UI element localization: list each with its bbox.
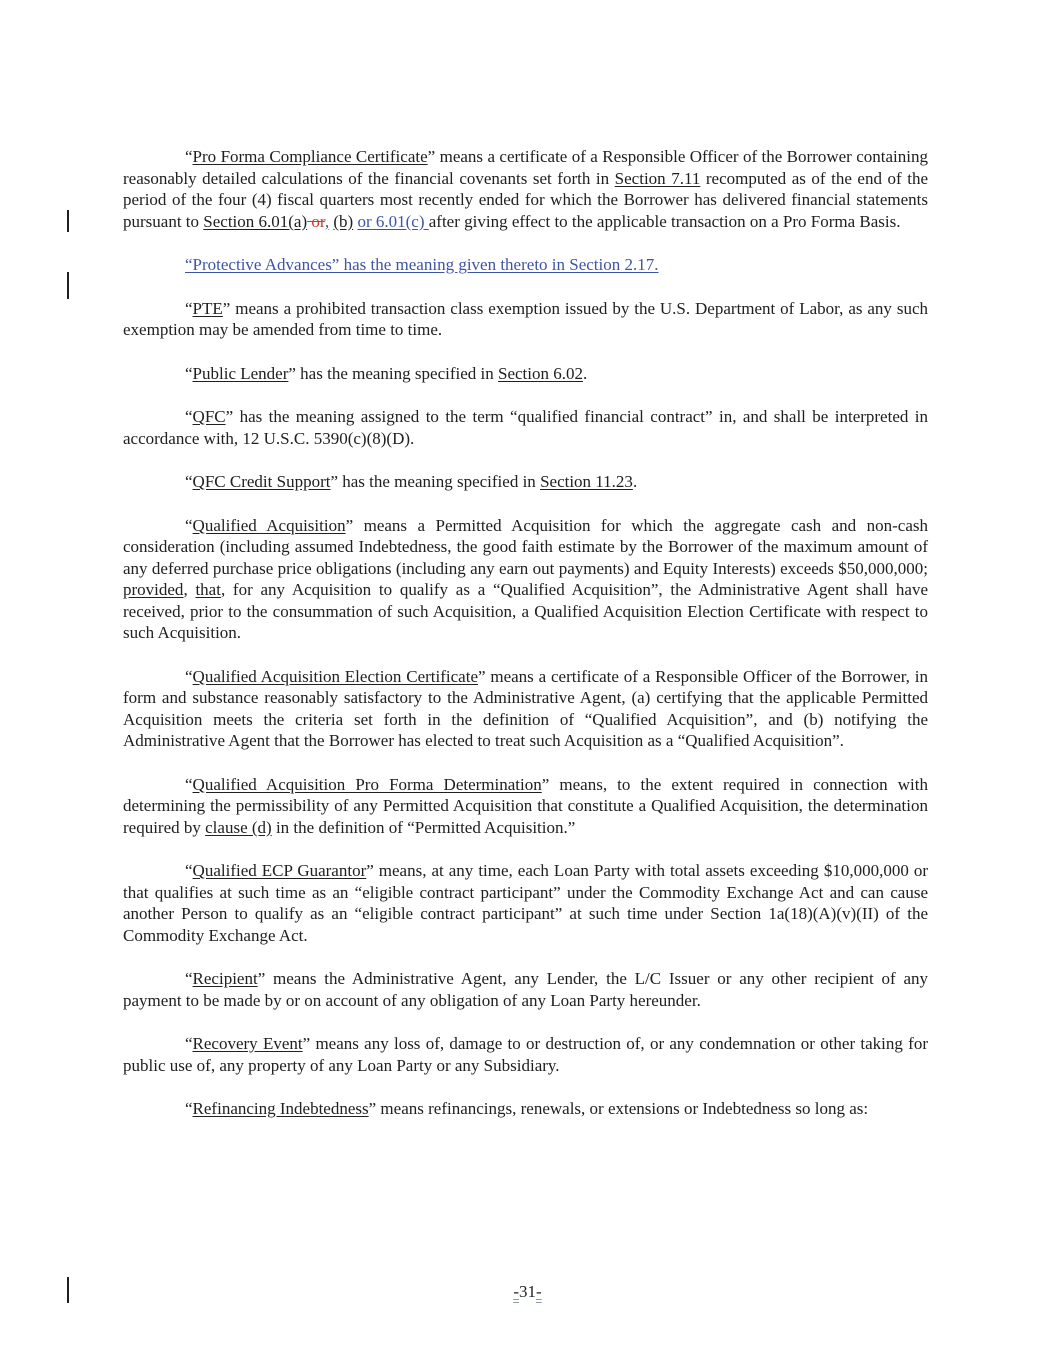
text-segment-u: Recovery Event	[192, 1034, 303, 1053]
text-segment-u: clause (d)	[205, 817, 272, 837]
definition-qualified-acquisition-pro-forma-determination	[123, 774, 928, 839]
text-segment-n: after giving effect to the applicable transaction on a Pro Forma Basis.	[428, 211, 901, 231]
text-segment-n: “	[185, 1099, 193, 1118]
text-segment-u: Qualified ECP Guarantor	[192, 861, 367, 880]
definition-public-lender	[123, 363, 928, 385]
definition-qualified-acquisition	[123, 515, 928, 644]
text-segment-u: provided	[123, 580, 184, 599]
text-segment-n: ” has the meaning assigned to the term “qualified financial contract” in, and shall be interpreted in accordance with, 12 U.S.C. 5390(c)(8)(D).	[123, 407, 928, 448]
change-bar	[67, 210, 69, 232]
text-segment-u: Section 6.01(a)	[203, 211, 308, 231]
change-bar	[67, 272, 69, 299]
text-segment-n: ” means a certificate of a Responsible Officer of the Borrower, in form and substance reasonably satisfactory to the Administrative Agent, (a) certifying that the applicable Permitted Acquisition meets the criteria set forth in the definition of “Qualified Acquisition”, and (b) notifying the Administrative Agent that the Borrower has elected to treat such Acquisition as a “Qualified Acquisition”.	[123, 666, 928, 750]
text-segment-n: in the definition of “Permitted Acquisition.”	[271, 817, 576, 837]
text-segment-n: recomputed as of the end of the period of the four (4) fiscal quarters most recently ended for which the Borrower has delivered financial statements pursuant to	[123, 168, 929, 231]
text-segment-n: “	[185, 298, 193, 318]
text-segment-u: Section 11.23	[540, 472, 633, 491]
text-segment-n: ” means a Permitted Acquisition for which the aggregate cash and non-cash consideration (including assumed Indebtedness, the good faith estimate by the Borrower of the maximum amount of any deferred purchase price obligations (including any earn out payments) and Equity Interests) exceeds $50,000,000;	[123, 515, 928, 578]
text-segment-u: Qualified Acquisition	[192, 515, 346, 535]
definition-qfc-credit-support	[123, 471, 928, 493]
text-segment-n: “	[185, 363, 193, 383]
text-segment-n: “	[185, 774, 193, 794]
text-segment-u: QFC	[192, 407, 226, 426]
text-segment-n: .	[632, 472, 638, 491]
page-number	[0, 1281, 1055, 1303]
text-segment-n: 31	[519, 1282, 536, 1301]
definition-pte	[123, 298, 928, 341]
text-segment-hy: -	[536, 1282, 542, 1301]
text-segment-n: ” has the meaning specified in	[288, 363, 498, 383]
text-segment-n: “	[185, 969, 193, 988]
text-segment-n: “	[185, 147, 193, 166]
text-segment-n: “	[185, 472, 193, 491]
text-segment-n: ” means a prohibited transaction class exemption issued by the U.S. Department of Labor, as any such exemption may be amended from time to time.	[123, 298, 928, 339]
text-segment-n: .	[583, 363, 588, 383]
text-segment-n: “	[185, 861, 193, 880]
text-segment-n: “	[185, 407, 193, 426]
definition-protective-advances	[123, 254, 928, 276]
text-segment-u: PTE	[192, 298, 223, 318]
text-segment-u: Pro Forma Compliance Certificate	[192, 147, 428, 166]
text-segment-u: Qualified Acquisition Pro Forma Determination	[192, 774, 542, 794]
definition-recovery-event	[123, 1033, 928, 1076]
definition-qualified-acquisition-election-certificate	[123, 666, 928, 752]
text-segment-n: , for any Acquisition to qualify as a “Qualified Acquisition”, the Administrative Agent shall have received, prior to the consummation of such Acquisition, a Qualified Acquisition Election Certificate with respect to such Acquisition.	[123, 580, 928, 642]
text-segment-u: Public Lender	[192, 363, 289, 383]
text-segment-ins: “Protective Advances” has the meaning given thereto in Section 2.17.	[185, 255, 659, 274]
definition-recipient	[123, 968, 928, 1011]
definition-qualified-ecp-guarantor	[123, 860, 928, 946]
text-segment-u: Section 7.11	[614, 168, 701, 188]
text-segment-n: “	[185, 1034, 193, 1053]
text-segment-n: ” means the Administrative Agent, any Lender, the L/C Issuer or any other recipient of any payment to be made by or on account of any obligation of any Loan Party hereunder.	[123, 969, 928, 1010]
text-segment-n: ” means any loss of, damage to or destruction of, or any condemnation or other taking for public use of, any property of any Loan Party or any Subsidiary.	[123, 1034, 929, 1075]
text-segment-u: QFC Credit Support	[192, 472, 331, 491]
text-segment-u: Section 6.02	[498, 363, 583, 383]
text-segment-del: or	[307, 211, 325, 231]
text-segment-n: ” means, to the extent required in connection with determining the permissibility of any Permitted Acquisition that constitute a Qualified Acquisition, the determination required by	[123, 774, 929, 837]
text-segment-u: Recipient	[192, 969, 258, 988]
text-segment-n: “	[185, 515, 193, 535]
text-segment-n: ” means, at any time, each Loan Party with total assets exceeding $10,000,000 or that qualifies at such time as an “eligible contract participant” under the Commodity Exchange Act and can cause another Person to qualify as an “eligible contract participant” at such time under Section 1a(18)(A)(v)(II) of the Commodity Exchange Act.	[123, 861, 928, 945]
definition-qfc	[123, 406, 928, 449]
page-content	[123, 146, 928, 1142]
text-segment-ins: or 6.01(c)	[357, 211, 429, 231]
text-segment-n: “	[185, 666, 193, 686]
text-segment-u: that	[195, 580, 221, 599]
text-segment-u: (b)	[333, 211, 354, 231]
text-segment-n: ” means refinancings, renewals, or extensions or Indebtedness so long as:	[368, 1099, 869, 1118]
text-segment-hy: -	[513, 1282, 519, 1301]
text-segment-n: ” means a certificate of a Responsible Officer of the Borrower containing reasonably detailed calculations of the financial covenants set forth in	[123, 147, 928, 188]
definition-refinancing-indebtedness	[123, 1098, 928, 1120]
text-segment-ins: ,	[324, 211, 330, 231]
text-segment-u: Refinancing Indebtedness	[192, 1099, 369, 1118]
text-segment-n: ,	[183, 580, 196, 599]
definition-pro-forma-compliance-certificate	[123, 146, 928, 232]
text-segment-n: ” has the meaning specified in	[330, 472, 541, 491]
text-segment-u: Qualified Acquisition Election Certificate	[192, 666, 478, 686]
